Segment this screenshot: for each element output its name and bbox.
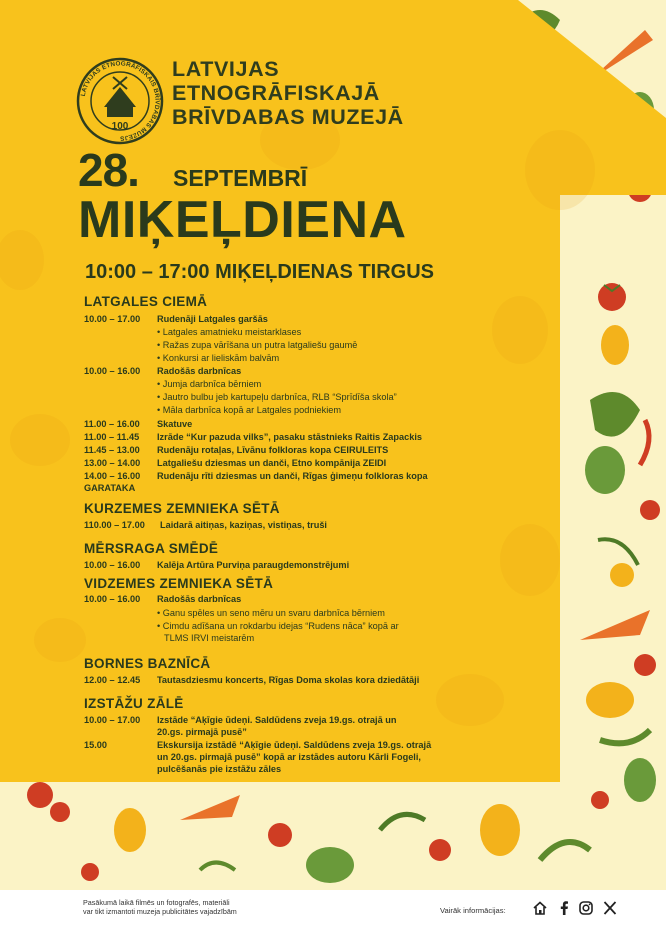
- item-text: Radošās darbnīcas: [157, 594, 242, 604]
- item-text: Izstāde “Aķīgie ūdeņi. Saldūdens zveja 19.gs. otrajā un: [157, 715, 397, 725]
- logo-number: 100: [111, 121, 129, 132]
- section-title: KURZEMES ZEMNIEKA SĒTĀ: [84, 501, 280, 516]
- museum-name-line3: BRĪVDABAS MUZEJĀ: [172, 105, 404, 129]
- list-item: • Konkursi ar lieliskām balvām: [157, 353, 280, 363]
- list-item: • Māla darbnīca kopā ar Latgales podniekiem: [157, 405, 342, 415]
- home-icon[interactable]: [532, 900, 548, 916]
- item-text: Rudenāju rotaļas, Līvānu folkloras kopa CEIRULEITS: [157, 445, 389, 455]
- item-text: Izrāde “Kur pazuda vilks”, pasaku stāstnieks Raitis Zapackis: [157, 432, 423, 442]
- list-item: • Jautro bulbu jeb kartupeļu darbnīca, RLB “Sprīdīša skola”: [157, 392, 397, 402]
- item-text: Rudenāju rīti dziesmas un danči, Rīgas ģimeņu folkloras kopa: [157, 471, 428, 481]
- item-time: 11.00 – 11.45: [84, 432, 140, 442]
- footer-note: [83, 898, 283, 916]
- more-info-label: Vairāk informācijas:: [440, 906, 506, 915]
- section-title: BORNES BAZNĪCĀ: [84, 656, 211, 671]
- item-text: Ekskursija izstādē “Aķīgie ūdeņi. Saldūdens zveja 19.gs. otrajā: [157, 740, 432, 750]
- section-title: IZSTĀŽU ZĀLĒ: [84, 696, 184, 711]
- museum-name-line2: ETNOGRĀFISKAJĀ: [172, 81, 380, 105]
- item-text-continued: un 20.gs. pirmajā pusē” kopā ar izstādes autoru Kārli Fogeli,: [157, 752, 421, 762]
- item-time: 10.00 – 17.00: [84, 715, 141, 725]
- event-subtitle: 10:00 – 17:00 MIĶEĻDIENAS TIRGUS: [85, 261, 434, 283]
- item-time: 15.00: [84, 740, 107, 750]
- item-text-continued: GARATAKA: [84, 483, 136, 493]
- facebook-icon[interactable]: [556, 900, 572, 916]
- item-text-continued: pulcēšanās pie izstāžu zāles: [157, 764, 282, 774]
- section-title: MĒRSRAGA SMĒDĒ: [84, 541, 219, 556]
- item-text: Kalēja Artūra Purviņa paraugdemonstrējumi: [157, 560, 350, 570]
- museum-logo: [76, 57, 164, 145]
- item-time: 10.00 – 17.00: [84, 314, 141, 324]
- museum-name-line1: LATVIJAS: [172, 57, 280, 81]
- item-time: 11.00 – 16.00: [84, 419, 140, 429]
- item-time: 10.00 – 16.00: [84, 594, 141, 604]
- list-item: • Ganu spēles un seno mēru un svaru darbnīca bērniem: [157, 608, 385, 618]
- footer-note-line1: Pasākumā laikā filmēs un fotografēs, materiāli: [83, 898, 230, 907]
- date-month: SEPTEMBRĪ: [173, 165, 308, 191]
- item-text: Tautasdziesmu koncerts, Rīgas Doma skolas kora dziedātāji: [157, 675, 420, 685]
- list-item: • Cimdu adīšana un rokdarbu idejas “Rudens nāca” kopā ar: [157, 621, 399, 631]
- item-text: Skatuve: [157, 419, 193, 429]
- list-item: • Latgales amatnieku meistarklases: [157, 327, 302, 337]
- footer-note-line2: var tikt izmantoti muzeja publicitātes vajadzībām: [83, 907, 237, 916]
- date-day: 28.: [78, 144, 139, 196]
- item-time: 10.00 – 16.00: [84, 560, 141, 570]
- instagram-icon[interactable]: [578, 900, 594, 916]
- logo-ring-text: LATVIJAS ETNOGRĀFISKAIS BRĪVDABAS MUZEJS: [79, 60, 161, 142]
- x-icon[interactable]: [602, 900, 618, 916]
- item-time: 10.00 – 16.00: [84, 366, 141, 376]
- list-item: • Jumja darbnīca bērniem: [157, 379, 262, 389]
- item-time: 11.45 – 13.00: [84, 445, 140, 455]
- item-text: Rudenāji Latgales garšās: [157, 314, 268, 324]
- section-title: VIDZEMES ZEMNIEKA SĒTĀ: [84, 576, 274, 591]
- list-item: • Ražas zupa vārīšana un putra latgaliešu gaumē: [157, 340, 358, 350]
- item-time: 12.00 – 12.45: [84, 675, 141, 685]
- item-time: 13.00 – 14.00: [84, 458, 141, 468]
- section-title: LATGALES CIEMĀ: [84, 294, 208, 309]
- list-item: TLMS IRVI meistarēm: [164, 633, 255, 643]
- item-time: 110.00 – 17.00: [84, 520, 145, 530]
- item-text: Laidarā aitiņas, kaziņas, vistiņas, truši: [160, 520, 327, 530]
- event-title: MIĶEĻDIENA: [78, 191, 407, 249]
- item-text-continued: 20.gs. pirmajā pusē”: [157, 727, 247, 737]
- item-text: Radošās darbnīcas: [157, 366, 242, 376]
- item-time: 14.00 – 16.00: [84, 471, 141, 481]
- item-text: Latgaliešu dziesmas un danči, Etno kompānija ZEIDI: [157, 458, 387, 468]
